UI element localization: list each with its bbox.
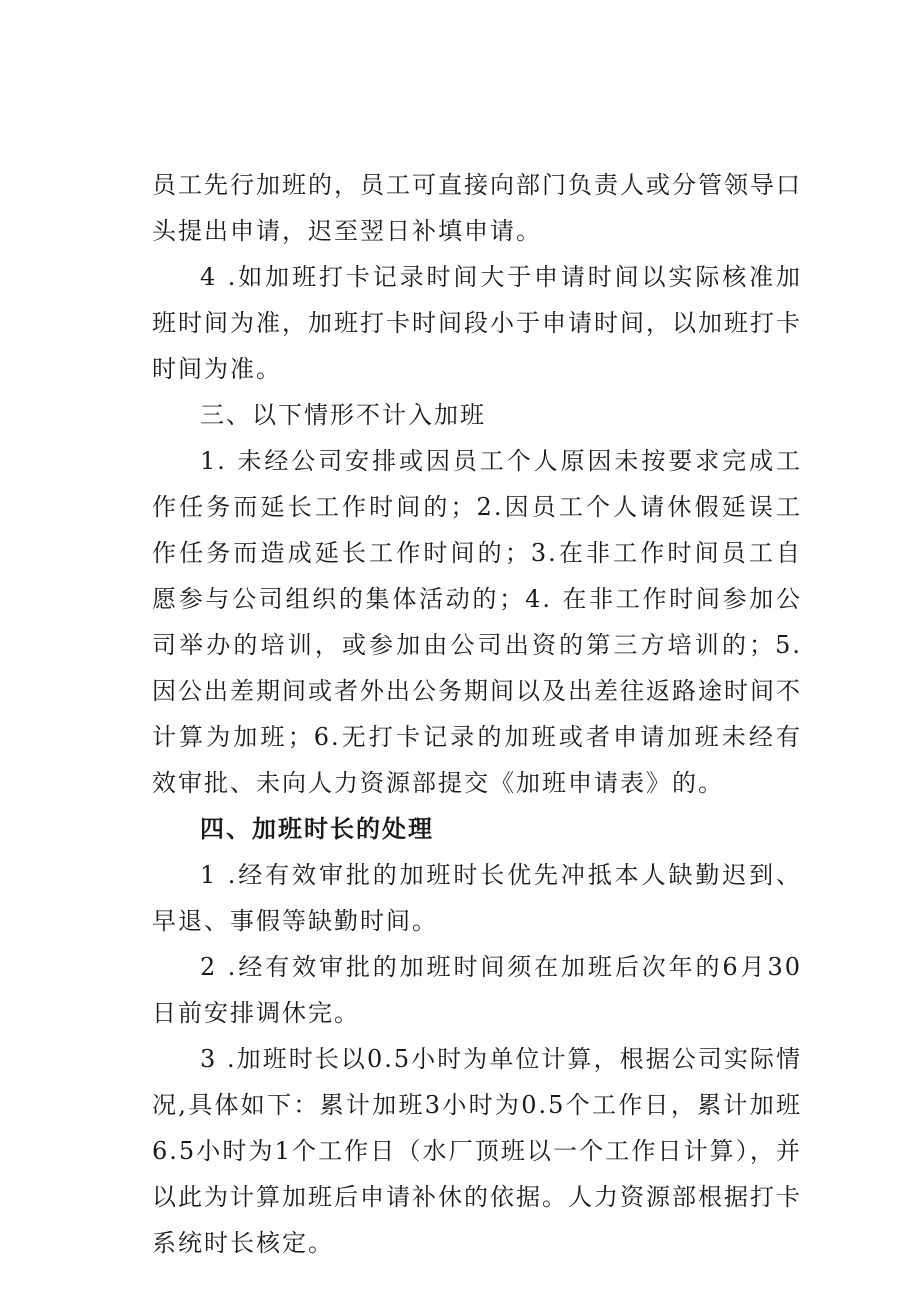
paragraph-item-1: 1 .经有效审批的加班时长优先冲抵本人缺勤迟到、早退、事假等缺勤时间。 (152, 861, 802, 935)
document-body (152, 162, 802, 1266)
paragraph-item-4: 4 .如加班打卡记录时间大于申请时间以实际核准加班时间为准，加班打卡时间段小于申请时间，以加班打卡时间为准。 (152, 263, 802, 383)
paragraph-exclusions: 1. 未经公司安排或因员工个人原因未按要求完成工作任务而延长工作时间的；2.因员工个人请休假延误工作任务而造成延长工作时间的；3.在非工作时间员工自愿参与公司组织的集体活动的；4. 在非工作时间参加公司举办的培训，或参加由公司出资的第三方培训的；5.因公出差期间或者外出公务期间以及出差往返路途时间不计算为加班；6.无打卡记录的加班或者申请加班未经有效审批、未向人力资源部提交《加班申请表》的。 (152, 447, 802, 797)
section-three-title: 三、以下情形不计入加班 (200, 401, 486, 429)
paragraph-item-2: 2 .经有效审批的加班时间须在加班后次年的6月30日前安排调休完。 (152, 953, 802, 1027)
paragraph-continuation: 员工先行加班的，员工可直接向部门负责人或分管领导口头提出申请，迟至翌日补填申请。 (152, 171, 802, 245)
paragraph-item-3: 3 .加班时长以0.5小时为单位计算，根据公司实际情况,具体如下：累计加班3小时为0.5个工作日，累计加班6.5小时为1个工作日（水厂顶班以一个工作日计算），并以此为计算加班后申请补休的依据。人力资源部根据打卡系统时长核定。 (152, 1045, 802, 1257)
section-four-heading: 四、加班时长的处理 (200, 815, 434, 843)
